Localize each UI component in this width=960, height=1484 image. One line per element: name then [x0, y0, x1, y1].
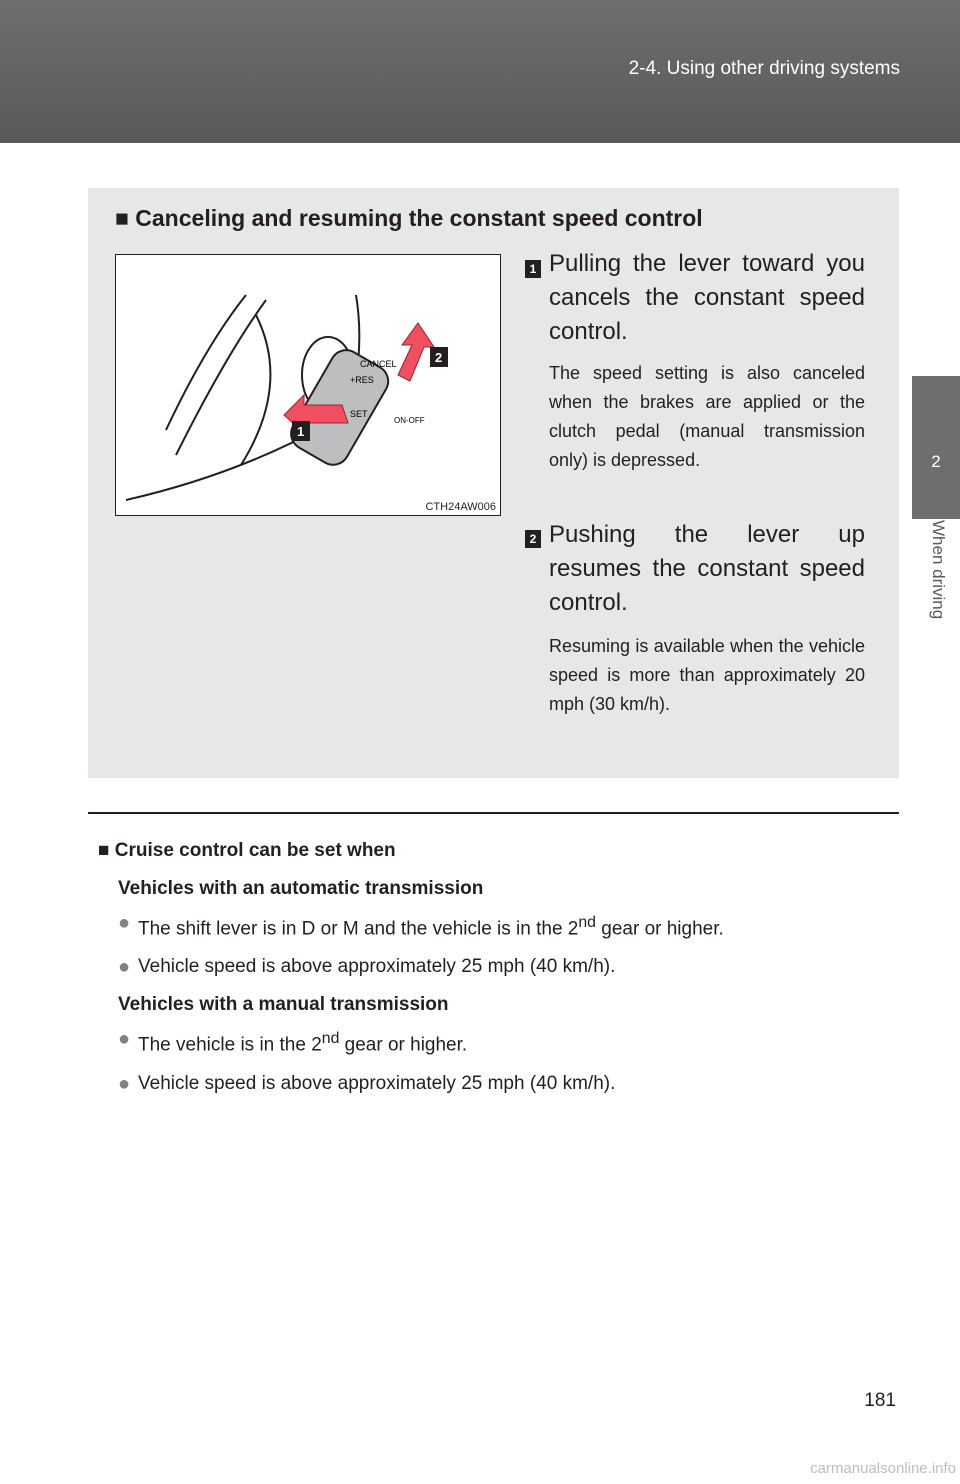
page-number: 181 — [864, 1390, 896, 1411]
bullet-dot-icon: ● — [118, 956, 131, 979]
manual-transmission-title: Vehicles with a manual transmission — [118, 994, 449, 1016]
step-1-icon: 1 — [525, 260, 541, 278]
lever-illustration — [115, 254, 501, 516]
lever-label-cancel: CANCEL — [360, 359, 397, 369]
step-1-note: The speed setting is also canceled when the brakes are applied or the clutch pedal (manual transmission only) is depressed. — [549, 363, 865, 470]
auto-transmission-title: Vehicles with an automatic transmission — [118, 878, 484, 899]
lever-drawing — [116, 255, 500, 515]
manual-bullet-2: ● Vehicle speed is above approximately 25 mph (40 km/h). — [118, 1072, 616, 1095]
section-title: 2-4. Using other driving systems — [628, 58, 900, 79]
lever-label-set: SET — [350, 409, 368, 419]
side-tab — [912, 143, 960, 1484]
panel-title: ■ Canceling and resuming the constant speed control — [115, 205, 703, 231]
divider — [88, 812, 899, 814]
callout-1: 1 — [297, 424, 305, 439]
heading-mark: ■ — [98, 840, 110, 861]
info-section — [98, 838, 898, 1109]
chapter-number-box — [912, 376, 960, 519]
step-1-text: Pulling the lever toward you cancels the constant speed control. — [549, 250, 865, 345]
bullet-dot-icon: ● — [118, 912, 131, 934]
manual-bullet-1: ● The vehicle is in the 2nd gear or higher. — [118, 1028, 468, 1056]
auto-bullet-1: ● The shift lever is in D or M and the vehicle is in the 2nd gear or higher. — [118, 912, 724, 940]
step-2-icon: 2 — [525, 530, 541, 548]
heading-text: Cruise control can be set when — [114, 840, 396, 861]
bullet-dot-icon: ● — [118, 1028, 131, 1051]
step-2-text: Pushing the lever up resumes the constant speed control. — [549, 521, 865, 616]
auto-bullet-2: ● Vehicle speed is above approximately 25 mph (40 km/h). — [118, 956, 616, 979]
lever-label-on-off: ON-OFF — [394, 416, 425, 425]
chapter-number: 2 — [931, 452, 941, 471]
lever-label-res: +RES — [350, 375, 374, 385]
bullet-dot-icon: ● — [118, 1072, 131, 1095]
step-2-note: Resuming is available when the vehicle speed is more than approximately 20 mph (30 km/h). — [549, 636, 865, 714]
cancel-resume-panel — [88, 188, 899, 778]
chapter-label: When driving — [929, 520, 948, 620]
watermark: carmanualsonline.info — [810, 1460, 956, 1477]
page-header — [0, 0, 960, 143]
info-heading — [98, 838, 898, 864]
figure-code: CTH24AW006 — [425, 501, 496, 513]
callout-2: 2 — [435, 350, 443, 365]
